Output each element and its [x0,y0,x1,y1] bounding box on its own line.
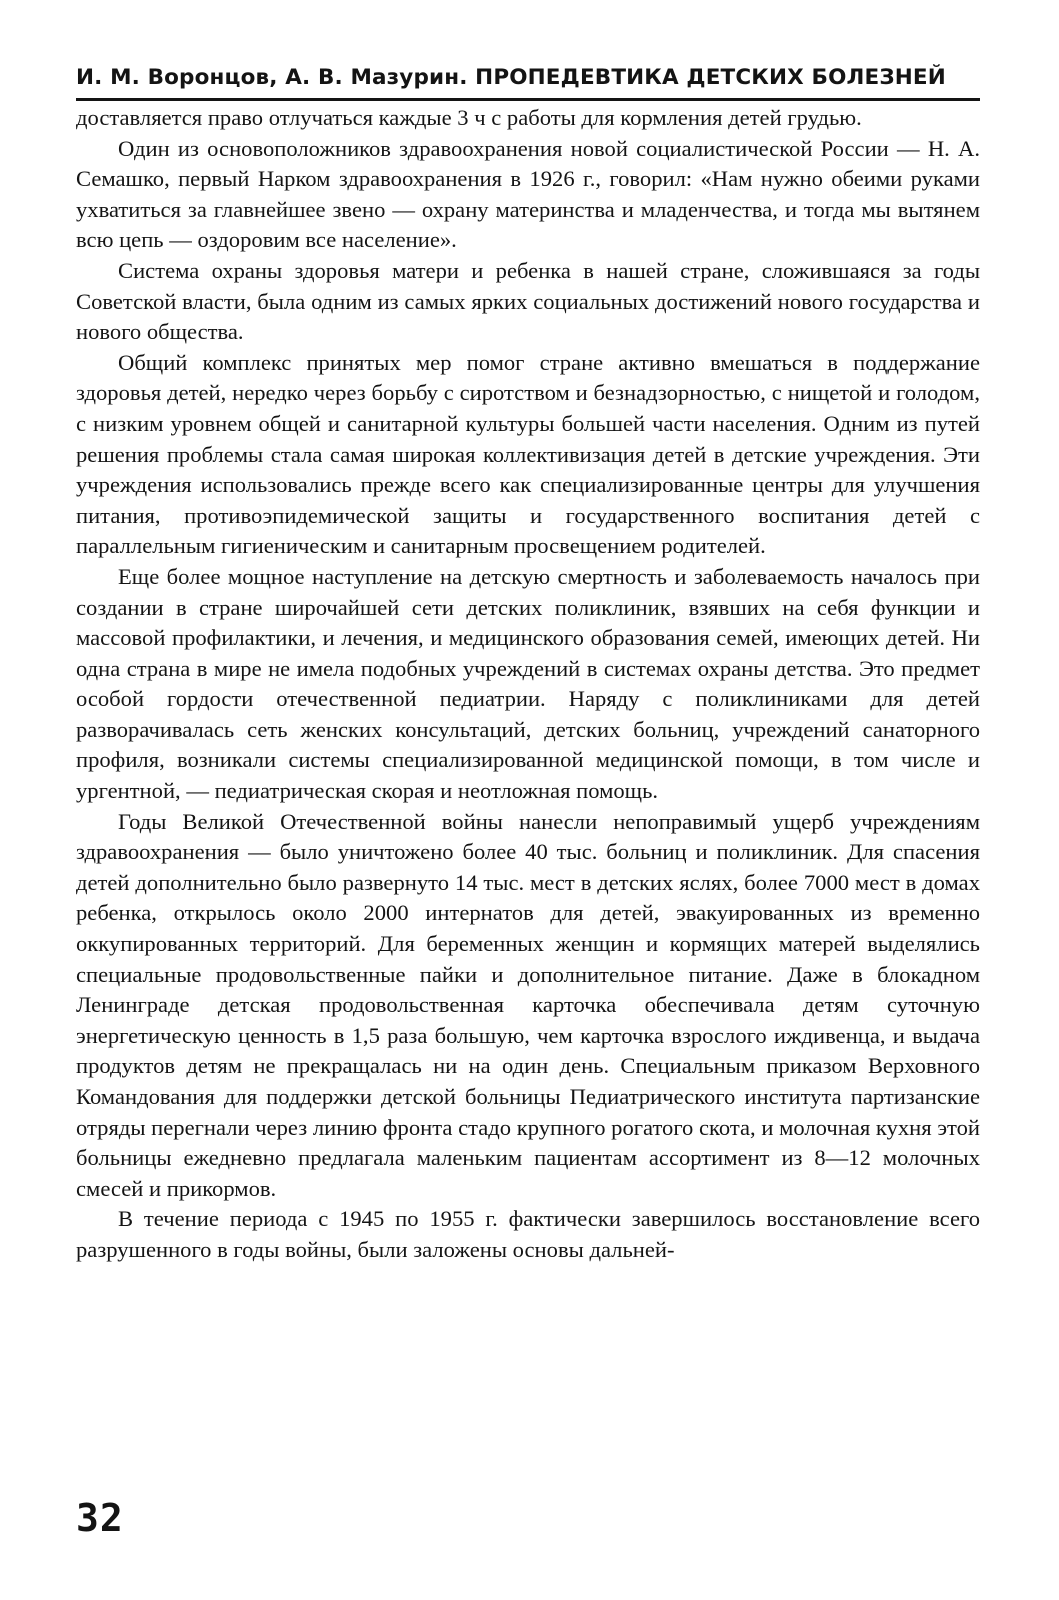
body-text [76,103,980,1266]
page [76,64,980,1266]
running-head: И. М. Воронцов, А. В. Мазурин. ПРОПЕДЕВТИКА ДЕТСКИХ БОЛЕЗНЕЙ [76,64,980,101]
paragraph: Система охраны здоровья матери и ребенка в нашей стране, сложившаяся за годы Советской власти, была одним из самых ярких социальных достижений нового государства и нового общества. [76,257,980,345]
paragraph: Общий комплекс принятых мер помог стране активно вмешаться в поддержание здоровья детей, нередко через борьбу с сиротством и безнадзорностью, с нищетой и голодом, с низким уровнем общей и санитарной культуры большей части населения. Одним из путей решения проблемы стала самая широкая коллективизация детей в детские учреждения. Эти учреждения использовались прежде всего как специализированные центры для улучшения питания, противоэпидемической защиты и государственного воспитания детей с параллельным гигиеническим и санитарным просвещением родителей. [76,349,980,559]
paragraph-continued: доставляется право отлучаться каждые 3 ч с работы для кормления детей грудью. [76,105,862,130]
paragraph: В течение периода с 1945 по 1955 г. фактически завершилось восстановление всего разрушенного в годы войны, были заложены основы дальней- [76,1206,980,1262]
page-number: 32 [76,1496,124,1540]
paragraph: Еще более мощное наступление на детскую смертность и заболеваемость началось при создании в стране широчайшей сети детских поликлиник, взявших на себя функции и массовой профилактики, и лечения, и медицинского образования семей, имеющих детей. Ни одна страна в мире не имела подобных учреждений в системах охраны детства. Это предмет особой гордости отечественной педиатрии. Наряду с поликлиниками для детей разворачивалась сеть женских консультаций, детских больниц, учреждений санаторного профиля, возникали системы специализированной медицинской помощи, в том числе и ургентной, — педиатрическая скорая и неотложная помощь. [76,563,980,804]
paragraph: Один из основоположников здравоохранения новой социалистической России — Н. А. Семашко, первый Нарком здравоохранения в 1926 г., говорил: «Нам нужно обеими руками ухватиться за главнейшее звено — охрану материнства и младенчества, и тогда мы вытянем всю цепь — оздоровим все население». [76,135,980,253]
paragraph: Годы Великой Отечественной войны нанесли непоправимый ущерб учреждениям здравоохранения — было уничтожено более 40 тыс. больниц и поликлиник. Для спасения детей дополнительно было развернуто 14 тыс. мест в детских яслях, более 7000 мест в домах ребенка, открылось около 2000 интернатов для детей, эвакуированных из временно оккупированных территорий. Для беременных женщин и кормящих матерей выделялись специальные продовольственные пайки и дополнительное питание. Даже в блокадном Ленинграде детская продовольственная карточка обеспечивала детям суточную энергетическую ценность в 1,5 раза большую, чем карточка взрослого иждивенца, и выдача продуктов детям не прекращалась ни на один день. Специальным приказом Верховного Командования для поддержки детской больницы Педиатрического института партизанские отряды перегнали через линию фронта стадо крупного рогатого скота, и молочная кухня этой больницы ежедневно предлагала маленьким пациентам ассортимент из 8—12 молочных смесей и прикормов. [76,808,980,1201]
